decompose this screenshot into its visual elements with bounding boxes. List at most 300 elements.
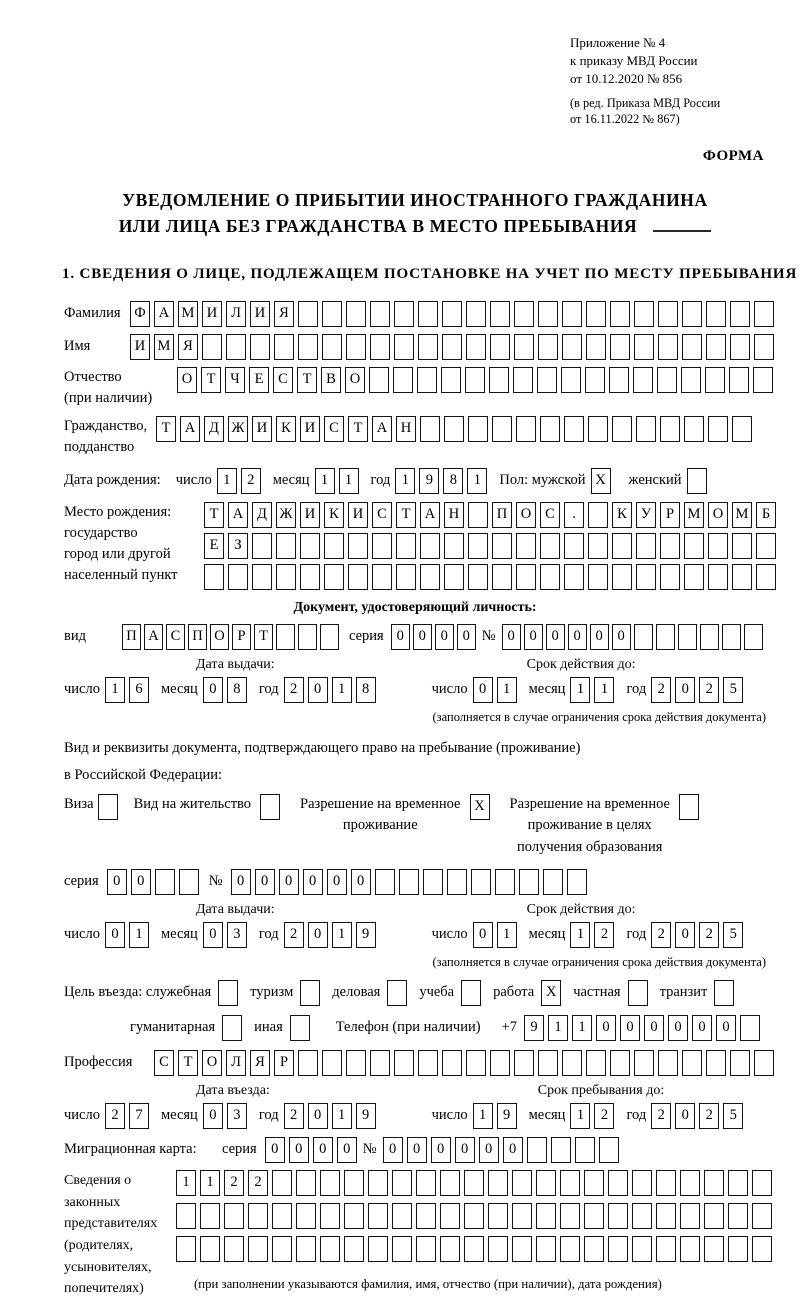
char-box[interactable] xyxy=(756,564,776,590)
char-box[interactable] xyxy=(586,301,606,327)
char-box[interactable] xyxy=(492,533,512,559)
char-box[interactable] xyxy=(420,564,440,590)
char-box[interactable] xyxy=(392,1236,412,1262)
char-box[interactable]: 1 xyxy=(570,1103,590,1129)
char-box[interactable]: А xyxy=(144,624,163,650)
char-box[interactable] xyxy=(729,367,749,393)
char-box[interactable] xyxy=(442,1050,462,1076)
char-box[interactable] xyxy=(514,301,534,327)
char-box[interactable]: 0 xyxy=(383,1137,403,1163)
char-box[interactable] xyxy=(252,533,272,559)
char-box[interactable]: 0 xyxy=(203,1103,223,1129)
char-box[interactable] xyxy=(740,1015,760,1041)
humanitarian-checkbox[interactable] xyxy=(222,1015,242,1041)
char-box[interactable] xyxy=(632,1236,652,1262)
transit-checkbox[interactable] xyxy=(714,980,734,1006)
representatives-boxes-1[interactable] xyxy=(176,1170,772,1196)
char-box[interactable] xyxy=(516,533,536,559)
char-box[interactable]: 2 xyxy=(284,922,304,948)
doc-number-boxes[interactable] xyxy=(502,624,763,650)
char-box[interactable] xyxy=(492,416,512,442)
char-box[interactable]: 2 xyxy=(594,1103,614,1129)
char-box[interactable]: Л xyxy=(226,301,246,327)
char-box[interactable] xyxy=(393,367,413,393)
char-box[interactable]: Н xyxy=(396,416,416,442)
char-box[interactable]: 1 xyxy=(473,1103,493,1129)
char-box[interactable]: 0 xyxy=(203,922,223,948)
char-box[interactable] xyxy=(660,564,680,590)
char-box[interactable] xyxy=(202,334,222,360)
char-box[interactable] xyxy=(346,301,366,327)
res-valid-day-boxes[interactable] xyxy=(473,922,517,948)
char-box[interactable] xyxy=(706,301,726,327)
char-box[interactable]: 2 xyxy=(241,468,261,494)
char-box[interactable] xyxy=(346,1050,366,1076)
char-box[interactable] xyxy=(272,1203,292,1229)
char-box[interactable] xyxy=(612,533,632,559)
char-box[interactable] xyxy=(634,624,653,650)
char-box[interactable] xyxy=(708,533,728,559)
char-box[interactable] xyxy=(466,301,486,327)
char-box[interactable]: 0 xyxy=(502,624,521,650)
char-box[interactable]: 1 xyxy=(200,1170,220,1196)
char-box[interactable] xyxy=(488,1236,508,1262)
doc-series-boxes[interactable] xyxy=(391,624,476,650)
char-box[interactable] xyxy=(752,1170,772,1196)
char-box[interactable] xyxy=(660,416,680,442)
char-box[interactable] xyxy=(322,334,342,360)
char-box[interactable] xyxy=(543,869,563,895)
char-box[interactable] xyxy=(320,1203,340,1229)
char-box[interactable] xyxy=(562,301,582,327)
char-box[interactable] xyxy=(488,1170,508,1196)
char-box[interactable] xyxy=(612,416,632,442)
char-box[interactable] xyxy=(680,1170,700,1196)
char-box[interactable]: О xyxy=(708,502,728,528)
char-box[interactable] xyxy=(252,564,272,590)
char-box[interactable]: 1 xyxy=(339,468,359,494)
char-box[interactable] xyxy=(538,334,558,360)
char-box[interactable] xyxy=(678,624,697,650)
char-box[interactable] xyxy=(708,564,728,590)
char-box[interactable] xyxy=(370,334,390,360)
mig-series-boxes[interactable] xyxy=(265,1137,357,1163)
char-box[interactable] xyxy=(634,334,654,360)
char-box[interactable]: 5 xyxy=(723,922,743,948)
private-checkbox[interactable] xyxy=(628,980,648,1006)
char-box[interactable]: 0 xyxy=(107,869,127,895)
representatives-boxes-3[interactable] xyxy=(176,1236,772,1262)
char-box[interactable]: 0 xyxy=(407,1137,427,1163)
char-box[interactable] xyxy=(396,564,416,590)
char-box[interactable] xyxy=(599,1137,619,1163)
stay-year-boxes[interactable] xyxy=(651,1103,743,1129)
char-box[interactable]: 2 xyxy=(699,922,719,948)
char-box[interactable]: 1 xyxy=(548,1015,568,1041)
char-box[interactable]: 0 xyxy=(457,624,476,650)
purpose-official-checkbox[interactable] xyxy=(218,980,238,1006)
char-box[interactable] xyxy=(564,533,584,559)
stay-month-boxes[interactable] xyxy=(570,1103,614,1129)
char-box[interactable] xyxy=(176,1203,196,1229)
char-box[interactable] xyxy=(346,334,366,360)
char-box[interactable]: 0 xyxy=(692,1015,712,1041)
char-box[interactable] xyxy=(290,1015,310,1041)
char-box[interactable] xyxy=(656,1203,676,1229)
char-box[interactable] xyxy=(588,564,608,590)
char-box[interactable]: 9 xyxy=(497,1103,517,1129)
char-box[interactable]: И xyxy=(300,416,320,442)
char-box[interactable] xyxy=(471,869,491,895)
res-series-boxes[interactable] xyxy=(107,869,199,895)
char-box[interactable] xyxy=(516,564,536,590)
char-box[interactable] xyxy=(754,334,774,360)
char-box[interactable] xyxy=(575,1137,595,1163)
char-box[interactable] xyxy=(155,869,175,895)
char-box[interactable]: С xyxy=(540,502,560,528)
char-box[interactable] xyxy=(416,1203,436,1229)
char-box[interactable] xyxy=(320,624,339,650)
char-box[interactable] xyxy=(536,1170,556,1196)
char-box[interactable]: 9 xyxy=(356,1103,376,1129)
char-box[interactable] xyxy=(538,1050,558,1076)
char-box[interactable] xyxy=(588,533,608,559)
char-box[interactable] xyxy=(444,564,464,590)
char-box[interactable]: 1 xyxy=(570,677,590,703)
char-box[interactable] xyxy=(632,1203,652,1229)
char-box[interactable] xyxy=(417,367,437,393)
res-valid-year-boxes[interactable] xyxy=(651,922,743,948)
char-box[interactable] xyxy=(375,869,395,895)
char-box[interactable]: 2 xyxy=(594,922,614,948)
char-box[interactable] xyxy=(536,1236,556,1262)
char-box[interactable]: 0 xyxy=(568,624,587,650)
char-box[interactable]: 0 xyxy=(131,869,151,895)
char-box[interactable] xyxy=(730,1050,750,1076)
doc-type-boxes[interactable] xyxy=(122,624,339,650)
char-box[interactable]: X xyxy=(541,980,561,1006)
char-box[interactable] xyxy=(682,301,702,327)
char-box[interactable] xyxy=(540,564,560,590)
char-box[interactable] xyxy=(514,334,534,360)
char-box[interactable] xyxy=(468,564,488,590)
char-box[interactable]: 1 xyxy=(467,468,487,494)
res-valid-month-boxes[interactable] xyxy=(570,922,614,948)
char-box[interactable] xyxy=(276,564,296,590)
char-box[interactable]: 2 xyxy=(651,922,671,948)
id-issue-month-boxes[interactable] xyxy=(203,677,247,703)
char-box[interactable]: Ж xyxy=(228,416,248,442)
char-box[interactable]: 0 xyxy=(308,922,328,948)
char-box[interactable] xyxy=(684,533,704,559)
char-box[interactable] xyxy=(324,533,344,559)
char-box[interactable] xyxy=(536,1203,556,1229)
id-valid-day-boxes[interactable] xyxy=(473,677,517,703)
char-box[interactable] xyxy=(372,564,392,590)
char-box[interactable] xyxy=(224,1203,244,1229)
char-box[interactable] xyxy=(444,416,464,442)
char-box[interactable] xyxy=(272,1236,292,1262)
char-box[interactable]: И xyxy=(252,416,272,442)
char-box[interactable] xyxy=(348,564,368,590)
char-box[interactable]: В xyxy=(321,367,341,393)
char-box[interactable] xyxy=(468,533,488,559)
char-box[interactable]: 1 xyxy=(332,922,352,948)
char-box[interactable] xyxy=(442,301,462,327)
char-box[interactable] xyxy=(344,1203,364,1229)
char-box[interactable]: Т xyxy=(348,416,368,442)
char-box[interactable] xyxy=(260,794,280,820)
char-box[interactable] xyxy=(248,1203,268,1229)
char-box[interactable] xyxy=(636,533,656,559)
char-box[interactable]: С xyxy=(166,624,185,650)
visa-checkbox[interactable] xyxy=(98,794,118,820)
char-box[interactable] xyxy=(298,334,318,360)
char-box[interactable] xyxy=(684,564,704,590)
char-box[interactable]: 2 xyxy=(699,677,719,703)
char-box[interactable] xyxy=(682,334,702,360)
char-box[interactable] xyxy=(730,334,750,360)
char-box[interactable] xyxy=(489,367,509,393)
birth-year-boxes[interactable] xyxy=(395,468,487,494)
char-box[interactable] xyxy=(344,1170,364,1196)
char-box[interactable]: А xyxy=(180,416,200,442)
char-box[interactable] xyxy=(527,1137,547,1163)
char-box[interactable] xyxy=(564,564,584,590)
char-box[interactable]: 8 xyxy=(443,468,463,494)
birth-month-boxes[interactable] xyxy=(315,468,359,494)
char-box[interactable] xyxy=(636,416,656,442)
char-box[interactable] xyxy=(561,367,581,393)
char-box[interactable]: 1 xyxy=(332,1103,352,1129)
char-box[interactable] xyxy=(200,1236,220,1262)
char-box[interactable] xyxy=(540,416,560,442)
char-box[interactable]: Н xyxy=(444,502,464,528)
char-box[interactable] xyxy=(466,334,486,360)
surname-boxes[interactable] xyxy=(130,301,774,327)
id-valid-month-boxes[interactable] xyxy=(570,677,614,703)
char-box[interactable]: 0 xyxy=(675,922,695,948)
char-box[interactable]: А xyxy=(372,416,392,442)
char-box[interactable] xyxy=(248,1236,268,1262)
char-box[interactable] xyxy=(560,1170,580,1196)
char-box[interactable] xyxy=(490,301,510,327)
char-box[interactable] xyxy=(752,1203,772,1229)
char-box[interactable] xyxy=(704,1236,724,1262)
char-box[interactable]: 8 xyxy=(356,677,376,703)
char-box[interactable] xyxy=(679,794,699,820)
char-box[interactable] xyxy=(633,367,653,393)
char-box[interactable]: К xyxy=(612,502,632,528)
char-box[interactable] xyxy=(444,533,464,559)
char-box[interactable] xyxy=(744,624,763,650)
char-box[interactable] xyxy=(537,367,557,393)
mig-number-boxes[interactable] xyxy=(383,1137,619,1163)
char-box[interactable] xyxy=(440,1203,460,1229)
char-box[interactable]: П xyxy=(492,502,512,528)
temp-residence-checkbox[interactable] xyxy=(470,794,490,820)
char-box[interactable] xyxy=(418,334,438,360)
char-box[interactable] xyxy=(488,1203,508,1229)
char-box[interactable]: Д xyxy=(204,416,224,442)
char-box[interactable]: 0 xyxy=(473,677,493,703)
char-box[interactable]: О xyxy=(345,367,365,393)
res-issue-day-boxes[interactable] xyxy=(105,922,149,948)
char-box[interactable]: 0 xyxy=(327,869,347,895)
char-box[interactable] xyxy=(551,1137,571,1163)
char-box[interactable] xyxy=(708,416,728,442)
char-box[interactable] xyxy=(370,1050,390,1076)
char-box[interactable]: М xyxy=(732,502,752,528)
char-box[interactable] xyxy=(656,624,675,650)
char-box[interactable] xyxy=(608,1236,628,1262)
char-box[interactable]: Т xyxy=(254,624,273,650)
entry-day-boxes[interactable] xyxy=(105,1103,149,1129)
char-box[interactable] xyxy=(513,367,533,393)
char-box[interactable]: А xyxy=(228,502,248,528)
char-box[interactable]: Т xyxy=(297,367,317,393)
char-box[interactable]: 1 xyxy=(217,468,237,494)
char-box[interactable]: М xyxy=(178,301,198,327)
char-box[interactable] xyxy=(658,334,678,360)
char-box[interactable] xyxy=(658,301,678,327)
char-box[interactable]: Я xyxy=(274,301,294,327)
char-box[interactable] xyxy=(704,1170,724,1196)
char-box[interactable]: М xyxy=(154,334,174,360)
char-box[interactable]: Б xyxy=(756,502,776,528)
char-box[interactable] xyxy=(370,301,390,327)
char-box[interactable] xyxy=(519,869,539,895)
char-box[interactable]: 1 xyxy=(395,468,415,494)
char-box[interactable] xyxy=(560,1203,580,1229)
id-issue-day-boxes[interactable] xyxy=(105,677,149,703)
char-box[interactable]: 2 xyxy=(284,677,304,703)
char-box[interactable]: 2 xyxy=(651,677,671,703)
char-box[interactable] xyxy=(466,1050,486,1076)
char-box[interactable] xyxy=(538,301,558,327)
char-box[interactable] xyxy=(681,367,701,393)
business-checkbox[interactable] xyxy=(387,980,407,1006)
char-box[interactable] xyxy=(200,1203,220,1229)
char-box[interactable] xyxy=(682,1050,702,1076)
char-box[interactable] xyxy=(610,301,630,327)
char-box[interactable]: Д xyxy=(252,502,272,528)
representatives-boxes-2[interactable] xyxy=(176,1203,772,1229)
char-box[interactable] xyxy=(276,624,295,650)
char-box[interactable]: Т xyxy=(156,416,176,442)
char-box[interactable] xyxy=(588,502,608,528)
char-box[interactable] xyxy=(657,367,677,393)
char-box[interactable] xyxy=(732,533,752,559)
char-box[interactable] xyxy=(418,1050,438,1076)
char-box[interactable] xyxy=(324,564,344,590)
citizenship-boxes[interactable] xyxy=(156,416,752,442)
char-box[interactable]: 1 xyxy=(315,468,335,494)
char-box[interactable] xyxy=(461,980,481,1006)
char-box[interactable]: 1 xyxy=(594,677,614,703)
char-box[interactable] xyxy=(396,533,416,559)
char-box[interactable]: П xyxy=(122,624,141,650)
char-box[interactable]: 0 xyxy=(413,624,432,650)
char-box[interactable] xyxy=(447,869,467,895)
char-box[interactable] xyxy=(752,1236,772,1262)
char-box[interactable] xyxy=(468,502,488,528)
char-box[interactable] xyxy=(490,1050,510,1076)
stay-day-boxes[interactable] xyxy=(473,1103,517,1129)
char-box[interactable]: И xyxy=(202,301,222,327)
char-box[interactable]: О xyxy=(202,1050,222,1076)
char-box[interactable] xyxy=(250,334,270,360)
char-box[interactable]: 0 xyxy=(255,869,275,895)
char-box[interactable]: Ф xyxy=(130,301,150,327)
char-box[interactable]: 2 xyxy=(248,1170,268,1196)
char-box[interactable]: Л xyxy=(226,1050,246,1076)
char-box[interactable] xyxy=(399,869,419,895)
char-box[interactable] xyxy=(344,1236,364,1262)
char-box[interactable]: О xyxy=(516,502,536,528)
char-box[interactable] xyxy=(728,1203,748,1229)
char-box[interactable]: 1 xyxy=(497,677,517,703)
char-box[interactable] xyxy=(610,334,630,360)
char-box[interactable] xyxy=(584,1236,604,1262)
char-box[interactable]: З xyxy=(228,533,248,559)
char-box[interactable] xyxy=(705,367,725,393)
char-box[interactable] xyxy=(272,1170,292,1196)
char-box[interactable] xyxy=(732,416,752,442)
char-box[interactable] xyxy=(495,869,515,895)
char-box[interactable] xyxy=(464,1170,484,1196)
char-box[interactable]: 9 xyxy=(524,1015,544,1041)
char-box[interactable] xyxy=(588,416,608,442)
char-box[interactable]: 0 xyxy=(308,677,328,703)
char-box[interactable] xyxy=(222,1015,242,1041)
char-box[interactable] xyxy=(684,416,704,442)
char-box[interactable] xyxy=(322,1050,342,1076)
char-box[interactable] xyxy=(218,980,238,1006)
char-box[interactable] xyxy=(706,334,726,360)
char-box[interactable]: 2 xyxy=(651,1103,671,1129)
char-box[interactable] xyxy=(369,367,389,393)
char-box[interactable] xyxy=(660,533,680,559)
char-box[interactable] xyxy=(714,980,734,1006)
char-box[interactable] xyxy=(514,1050,534,1076)
char-box[interactable] xyxy=(440,1236,460,1262)
char-box[interactable] xyxy=(567,869,587,895)
char-box[interactable] xyxy=(512,1203,532,1229)
char-box[interactable]: Т xyxy=(396,502,416,528)
char-box[interactable]: А xyxy=(154,301,174,327)
char-box[interactable] xyxy=(628,980,648,1006)
char-box[interactable]: С xyxy=(154,1050,174,1076)
char-box[interactable]: 2 xyxy=(699,1103,719,1129)
char-box[interactable]: О xyxy=(210,624,229,650)
char-box[interactable]: С xyxy=(273,367,293,393)
char-box[interactable]: 0 xyxy=(503,1137,523,1163)
char-box[interactable] xyxy=(300,564,320,590)
char-box[interactable] xyxy=(300,980,320,1006)
char-box[interactable]: 0 xyxy=(612,624,631,650)
char-box[interactable] xyxy=(416,1236,436,1262)
char-box[interactable] xyxy=(296,1203,316,1229)
id-valid-year-boxes[interactable] xyxy=(651,677,743,703)
char-box[interactable] xyxy=(416,1170,436,1196)
char-box[interactable] xyxy=(368,1170,388,1196)
char-box[interactable]: И xyxy=(250,301,270,327)
char-box[interactable]: 0 xyxy=(231,869,251,895)
char-box[interactable] xyxy=(298,301,318,327)
char-box[interactable]: 3 xyxy=(227,1103,247,1129)
char-box[interactable] xyxy=(756,533,776,559)
